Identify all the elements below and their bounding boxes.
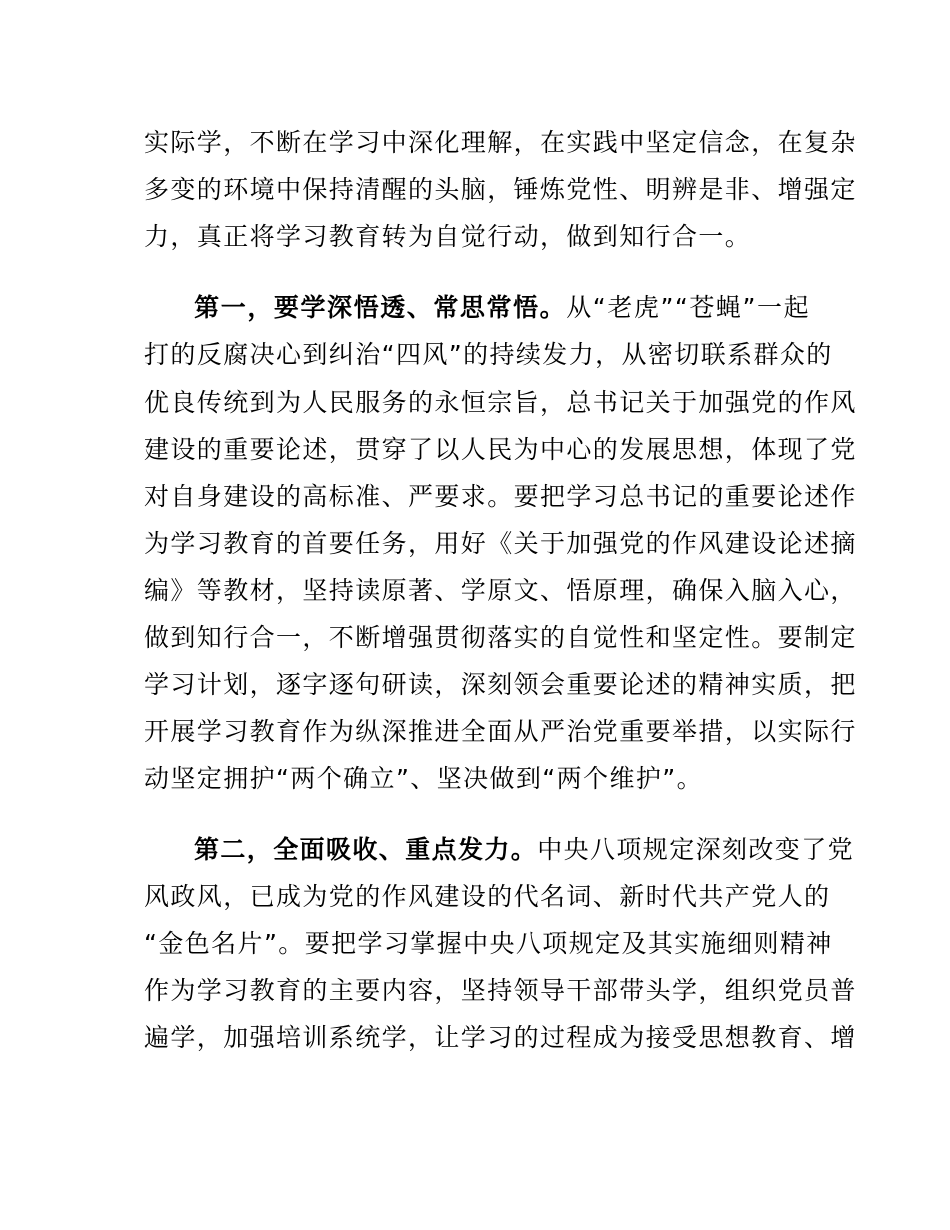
text-run: 从“老虎”“苍蝇”一起 (566, 293, 810, 322)
text-line: 实际学，不断在学习中深化理解，在实践中坚定信念，在复杂 (144, 128, 857, 157)
text-line: “金色名片”。要把学习掌握中央八项规定及其实施细则精神 (144, 929, 833, 958)
text-line: 学习计划，逐字逐句研读，深刻领会重要论述的精神实质，把 (144, 670, 857, 699)
text-line: 建设的重要论述，贯穿了以人民为中心的发展思想，体现了党 (144, 435, 857, 464)
text-line: 编》等教材，坚持读原著、学原文、悟原理，确保入脑入心， (144, 576, 857, 605)
text-line: 优良传统到为人民服务的永恒宗旨，总书记关于加强党的作风 (144, 388, 857, 417)
text-line: 风政风，已成为党的作风建设的代名词、新时代共产党人的 (144, 882, 831, 911)
paragraph-first-line (144, 285, 810, 331)
text-line: 力，真正将学习教育转为自觉行动，做到知行合一。 (144, 222, 752, 251)
text-run: 中央八项规定深刻改变了党 (537, 835, 855, 864)
text-line: 做到知行合一，不断增强贯彻落实的自觉性和坚定性。要制定 (144, 623, 857, 652)
text-line: 开展学习教育作为纵深推进全面从严治党重要举措，以实际行 (144, 717, 857, 746)
paragraph-first-line (144, 827, 855, 873)
text-line: 为学习教育的首要任务，用好《关于加强党的作风建设论述摘 (144, 529, 857, 558)
section-heading-1: 第一，要学深悟透、常思常悟。 (194, 293, 567, 322)
text-line: 打的反腐决心到纠治“四风”的持续发力，从密切联系群众的 (144, 340, 833, 369)
text-line: 对自身建设的高标准、严要求。要把学习总书记的重要论述作 (144, 482, 857, 511)
section-heading-2: 第二，全面吸收、重点发力。 (194, 835, 538, 864)
text-line: 多变的环境中保持清醒的头脑，锤炼党性、明辨是非、增强定 (144, 175, 857, 204)
text-line: 作为学习教育的主要内容，坚持领导干部带头学，组织党员普 (144, 976, 857, 1005)
text-line: 遍学，加强培训系统学，让学习的过程成为接受思想教育、增 (144, 1023, 857, 1052)
text-line: 动坚定拥护“两个确立”、坚决做到“两个维护”。 (144, 764, 704, 793)
